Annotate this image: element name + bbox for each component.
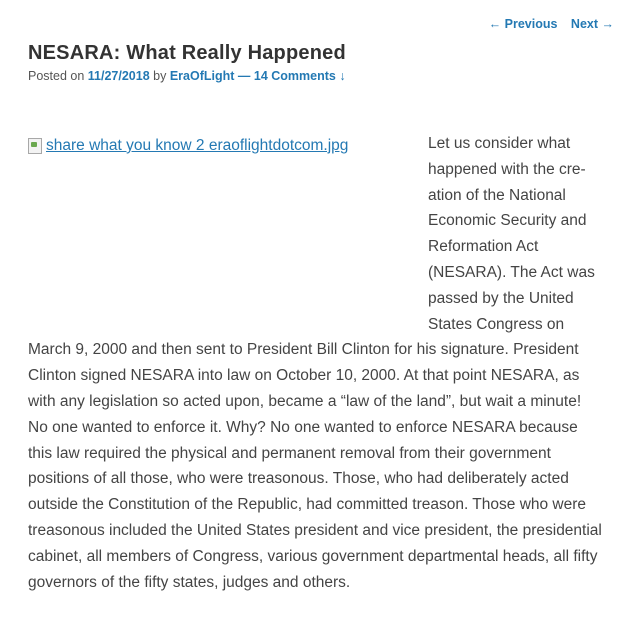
author-link[interactable]: EraOfLight [169, 69, 235, 83]
image-alt-text: share what you know 2 eraoflightdotcom.jpg [46, 137, 349, 154]
post-navigation [479, 17, 614, 31]
post-image-link[interactable] [28, 133, 408, 328]
post-paragraph: Let us consider what happened with the creation of the National Economic Security and Reformation Act (NESARA). The Act was passed by the United States Congress on March 9, 2000 and then sent to President Bill Clinton for his signature. President Clinton signed NESARA into law on October 10, 2000. At that point NESARA, as with any legislation so acted upon, became a “law of the land”, but wait a minute! No one wanted to enforce it. Why? No one wanted to enforce NESARA because this law required the physical and permanent removal from their government positions of all those, who were treasonous. Those, who had deliberately acted outside the Constitution of the Republic, had committed treason. Those who were treasonous included the United States president and vice president, the presidential cabinet, all members of Congress, various government departmental heads, all fifty governors of the fifty states, judges and others. [28, 135, 602, 591]
meta-separator: — [237, 69, 251, 83]
by-label: by [153, 69, 167, 83]
post-meta [28, 69, 346, 83]
posted-on-label: Posted on [28, 69, 85, 83]
post-content [28, 131, 602, 595]
comments-link[interactable] [238, 69, 346, 83]
previous-post-link[interactable]: ← Previous [488, 17, 558, 31]
broken-image-icon [28, 138, 42, 154]
post-title: NESARA: What Really Happened [28, 42, 346, 64]
next-post-link[interactable]: Next → [570, 17, 614, 31]
comments-count: 14 Comments ↓ [253, 69, 346, 83]
post-date-link[interactable]: 11/27/2018 [87, 69, 150, 83]
